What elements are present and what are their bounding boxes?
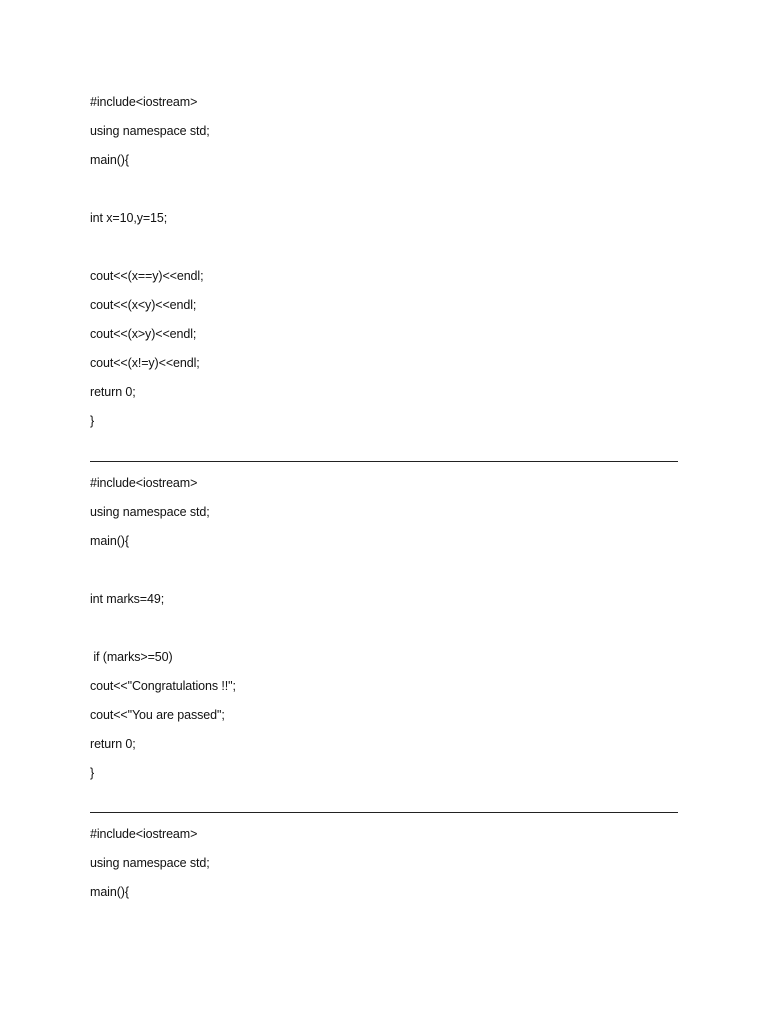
code-line: } [90,766,95,780]
code-line: return 0; [90,385,136,399]
code-line: main(){ [90,885,129,899]
code-line: } [90,414,95,428]
code-line: using namespace std; [90,505,210,519]
code-line: int marks=49; [90,592,165,606]
section-divider [90,812,678,813]
section-divider [90,461,678,462]
code-line: using namespace std; [90,856,210,870]
code-line: cout<<(x<y)<<endl; [90,298,197,312]
code-line: cout<<"You are passed"; [90,708,225,722]
code-line: cout<<"Congratulations !!"; [90,679,236,693]
code-line: using namespace std; [90,124,210,138]
code-line: main(){ [90,534,129,548]
code-line: cout<<(x>y)<<endl; [90,327,197,341]
code-line: int x=10,y=15; [90,211,168,225]
code-line: #include<iostream> [90,476,198,490]
code-line: cout<<(x!=y)<<endl; [90,356,200,370]
code-line: if (marks>=50) [90,650,173,664]
code-line: #include<iostream> [90,827,198,841]
code-line: #include<iostream> [90,95,198,109]
code-line: return 0; [90,737,136,751]
code-line: cout<<(x==y)<<endl; [90,269,204,283]
code-line: main(){ [90,153,129,167]
